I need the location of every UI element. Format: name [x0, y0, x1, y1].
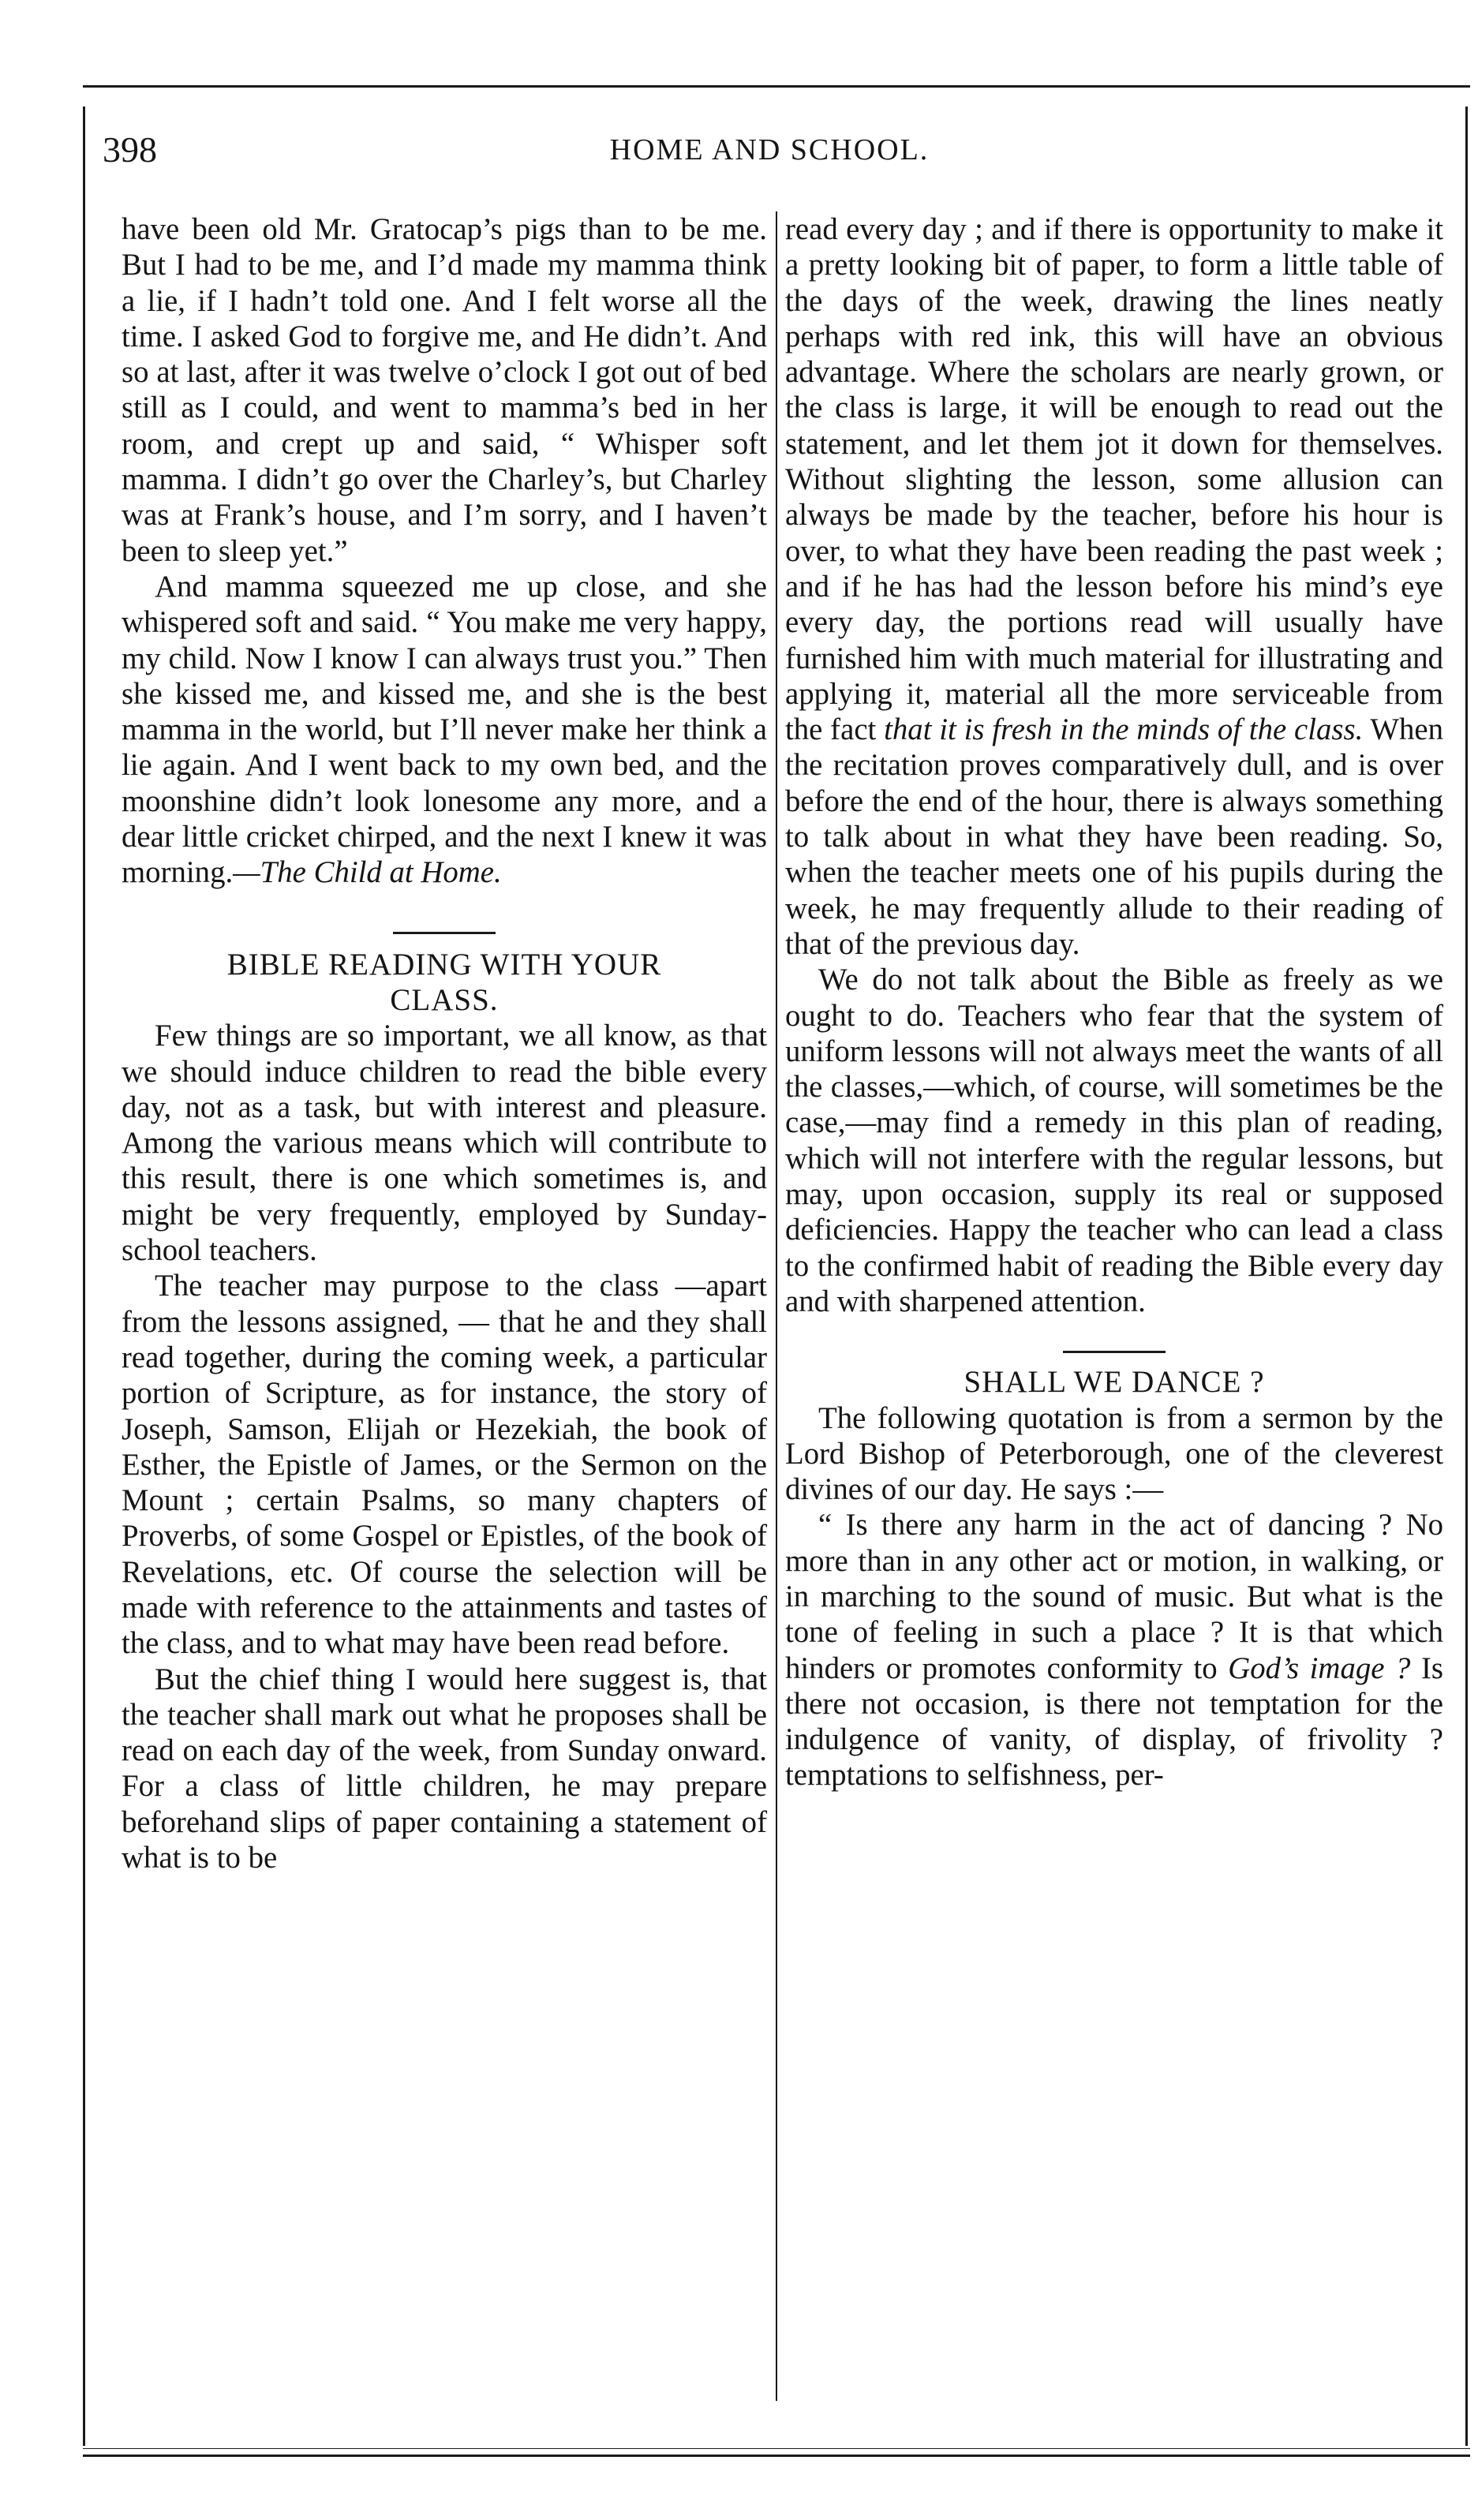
paragraph-text: When the recitation proves comparatively dull, and is over before the end of the hour, there is always something to talk about in what they have been reading. So, when the teacher meets one of his pupils during the week, he may frequently allude to their reading of that of the previous day. [785, 712, 1444, 961]
paragraph-text: read every day ; and if there is opportunity to make it a pretty looking bit of paper, to form a little table of the days of the week, drawing the lines neatly perhaps with red ink, this will have an obvious advantage. Where the scholars are nearly grown, or the class is large, it will be enough to read out the statement, and let them jot it down for themselves. Without slighting the lesson, some allusion can always be made by the teacher, before his hour is over, to what they have been reading the past week ; and if he has had the lesson before his mind’s eye every day, the portions read will usually have furnished him with much material for illustrating and applying it, material all the more serviceable from the fact [785, 212, 1443, 747]
italic-phrase: God’s image ? [1228, 1651, 1411, 1685]
spacer [122, 891, 767, 932]
quote-paragraph [785, 1507, 1443, 1793]
column-divider [776, 211, 777, 2401]
quote-text: “ Is there any harm in the act of dancing ? No more than in any other act or motion, in walking, or in marching to the sound of music. But what is the tone of feeling in such a place ? It is that which hinders or promotes conformity to [785, 1508, 1443, 1685]
running-head: HOME AND SCHOOL. [609, 133, 930, 166]
spacer [785, 1353, 1443, 1364]
article-paragraph: We do not talk about the Bible as freely as we ought to do. Teachers who fear that the system of uniform lessons will not always meet the wants of all the classes,—which, of course, will sometimes be the case,—may find a remedy in this plan of reading, which will not interfere with the regular lessons, but may, upon occasion, supply its real or supposed deficiencies. Happy the teacher who can lead a class to the confirmed habit of reading the Bible every day and with sharpened attention. [785, 963, 1443, 1318]
article-intro: The following quotation is from a sermon by the Lord Bishop of Peterborough, one of the cleverest divines of our day. He says :— [785, 1400, 1443, 1507]
article-title-line1: BIBLE READING WITH YOUR [226, 947, 662, 981]
story-paragraph: have been old Mr. Gratocap’s pigs than to be me. But I had to be me, and I’d made my mamma think a lie, if I hadn’t told one. And I felt worse all the time. I asked God to forgive me, and He didn’t. And so at last, after it was twelve o’clock I got out of bed still as I could, and went to mamma’s bed in her room, and crept up and said, “ Whisper soft mamma. I didn’t go over the Charley’s, but Charley was at Frank’s house, and I’m sorry, and I haven’t been to sleep yet.” [122, 212, 767, 568]
bottom-border-rule [83, 2455, 1470, 2457]
article-paragraph: The teacher may purpose to the class —apart from the lessons assigned, — that he and they shall read together, during the coming week, a particular portion of Scripture, as for instance, the story of Joseph, Samson, Elijah or Hezekiah, the book of Esther, the Epistle of James, or the Sermon on the Mount ; certain Psalms, so many chapters of Proverbs, of some Gospel or Epistles, of the book of Revelations, etc. Of course the selection will be made with reference to the attainments and tastes of the class, and to what may have been read before. [122, 1269, 767, 1661]
quote-text: Is there not occasion, is there not temptation for the indulgence of vanity, of display, of frivolity ? temptations to selfishness, per- [785, 1651, 1444, 1793]
article-title: SHALL WE DANCE ? [964, 1365, 1265, 1400]
article-paragraph: But the chief thing I would here suggest is, that the teacher shall mark out what he proposes shall be read on each day of the week, from Sunday onward. For a class of little children, he may prepare beforehand slips of paper containing a statement of what is to be [122, 1662, 767, 1875]
article-title [122, 947, 767, 1019]
top-border-rule [83, 85, 1470, 88]
right-border-rule [1465, 107, 1468, 2446]
left-column [122, 211, 767, 1875]
article-paragraph [785, 211, 1443, 962]
spacer [785, 1319, 1443, 1351]
italic-phrase: that it is fresh in the minds of the class. [884, 712, 1364, 747]
bottom-border-rule-inner [83, 2448, 1470, 2449]
story-source: —The Child at Home. [233, 855, 502, 890]
article-title-line2: CLASS. [390, 982, 499, 1017]
page-header [103, 126, 1436, 174]
page-number: 398 [103, 129, 157, 170]
story-paragraph: And mamma squeezed me up close, and she whispered soft and said. “ You make me very happy, my child. Now I know I can always trust you.” Then she kissed me, and kissed me, and she is the best mamma in the world, but I’ll never make her think a lie again. And I went back to my own bed, and the moonshine didn’t look lonesome any more, and a dear little cricket chirped, and the next I knew it was morning. [122, 569, 767, 890]
left-border-rule [83, 107, 85, 2446]
article-paragraph: Few things are so important, we all know, as that we should induce children to read the bible every day, not as a task, but with interest and pleasure. Among the various means which will contribute to this result, there is one which sometimes is, and might be very frequently, employed by Sunday-school teachers. [122, 1019, 767, 1268]
spacer [122, 934, 767, 947]
story-paragraph-with-source [122, 569, 767, 891]
right-column [785, 211, 1443, 1793]
